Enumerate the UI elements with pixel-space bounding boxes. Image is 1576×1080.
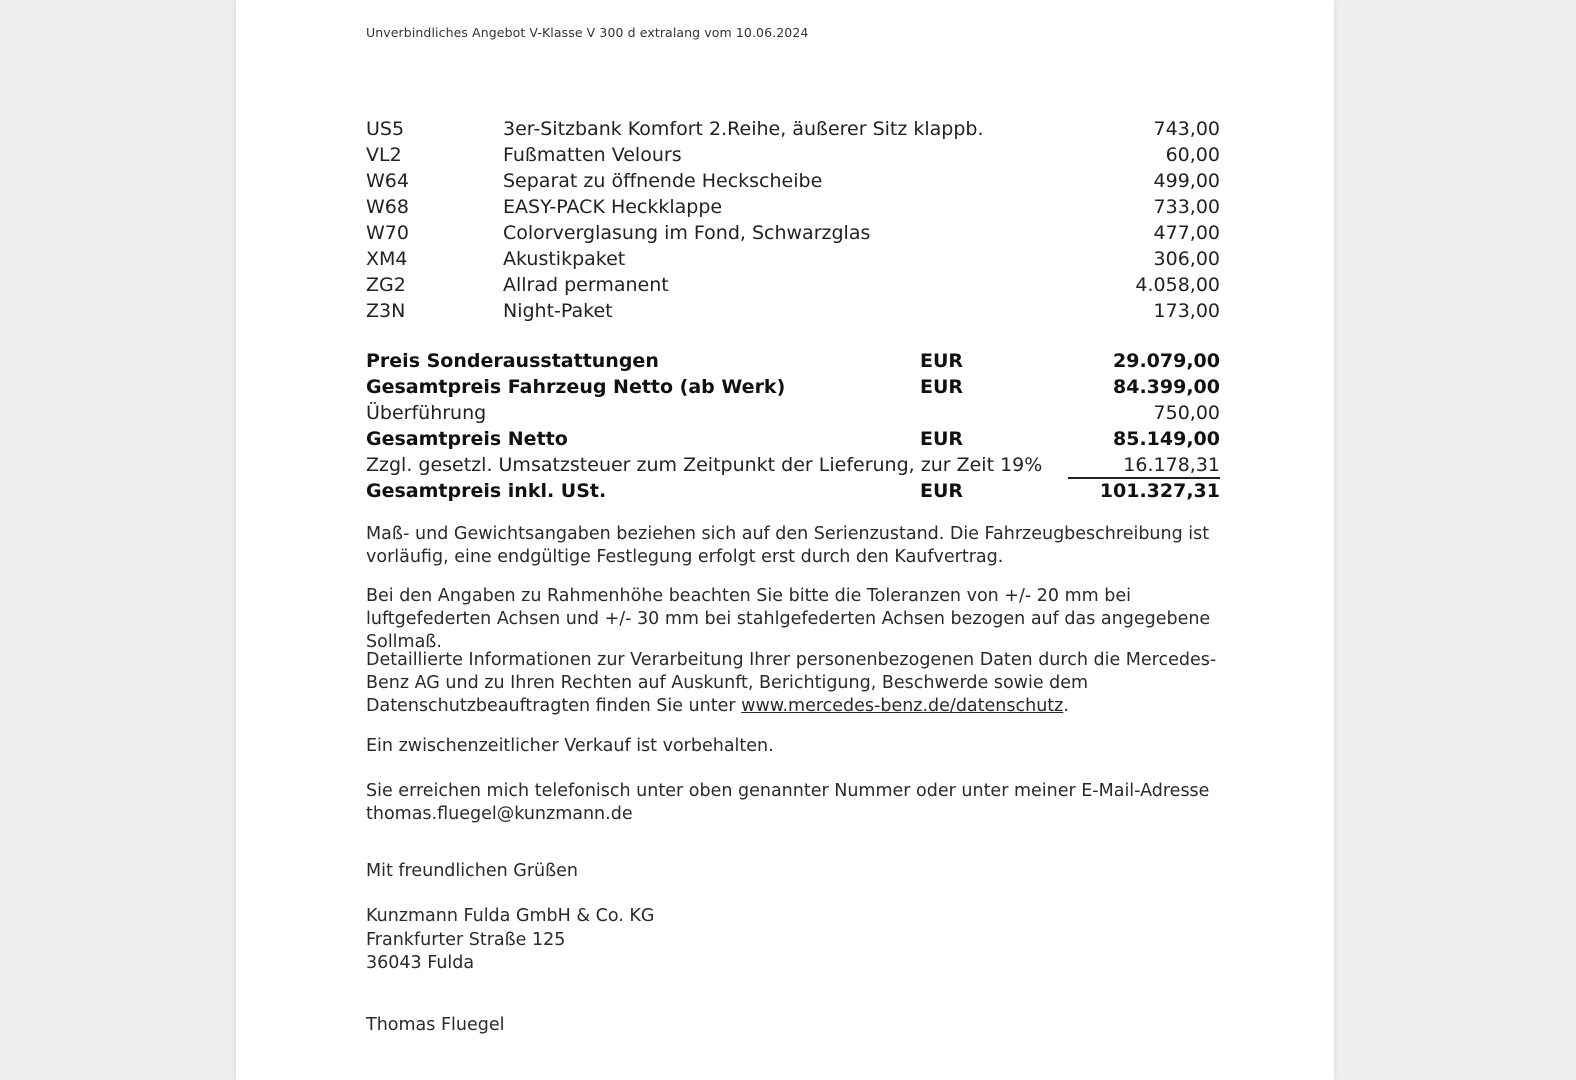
note-privacy-text: Detaillierte Informationen zur Verarbeitung Ihrer personenbezogenen Daten durch die Mercedes-Benz AG und zu Ihren Rechten auf Auskunft, Berichtigung, Beschwerde sowie dem Datenschutzbeauftragten finden Sie unter	[366, 650, 1217, 716]
total-currency: EUR	[920, 376, 964, 398]
equipment-row	[366, 272, 1220, 298]
equipment-description: Fußmatten Velours	[503, 144, 682, 166]
equipment-row	[366, 142, 1220, 168]
total-options-row	[366, 348, 1220, 374]
total-label: Gesamtpreis Netto	[366, 428, 568, 450]
equipment-price: 499,00	[1153, 170, 1220, 192]
total-label: Gesamtpreis Fahrzeug Netto (ab Werk)	[366, 376, 786, 398]
total-amount: 750,00	[1153, 402, 1220, 424]
total-label: Zzgl. gesetzl. Umsatzsteuer zum Zeitpunkt der Lieferung, zur Zeit 19%	[366, 454, 1043, 476]
total-currency: EUR	[920, 428, 964, 450]
equipment-description: Allrad permanent	[503, 274, 669, 296]
equipment-row	[366, 246, 1220, 272]
equipment-code: W64	[366, 170, 409, 192]
company-city: 36043 Fulda	[366, 953, 475, 973]
note-frame-height: Bei den Angaben zu Rahmenhöhe beachten Sie bitte die Toleranzen von +/- 20 mm bei luftgefederten Achsen und +/- 30 mm bei stahlgefederten Achsen bezogen auf das angegebene Sollmaß.	[366, 586, 1211, 652]
equipment-description: 3er-Sitzbank Komfort 2.Reihe, äußerer Sitz klappb.	[503, 118, 984, 140]
company-street: Frankfurter Straße 125	[366, 930, 566, 950]
total-currency: EUR	[920, 480, 964, 502]
note-privacy-end: .	[1063, 696, 1069, 716]
equipment-row	[366, 298, 1220, 324]
equipment-price: 306,00	[1153, 248, 1220, 270]
equipment-row	[366, 194, 1220, 220]
total-vehicle-net-row	[366, 374, 1220, 400]
equipment-row	[366, 168, 1220, 194]
note-dimensions: Maß- und Gewichtsangaben beziehen sich auf den Serienzustand. Die Fahrzeugbeschreibung ist vorläufig, eine endgültige Festlegung erfolgt erst durch den Kaufvertrag.	[366, 524, 1210, 567]
equipment-price: 477,00	[1153, 222, 1220, 244]
total-gross-row	[366, 478, 1220, 504]
total-label: Überführung	[366, 402, 487, 424]
total-net-row	[366, 426, 1220, 452]
equipment-description: Colorverglasung im Fond, Schwarzglas	[503, 222, 871, 244]
equipment-code: XM4	[366, 248, 408, 270]
equipment-code: ZG2	[366, 274, 406, 296]
equipment-description: Akustikpaket	[503, 248, 626, 270]
total-amount: 101.327,31	[1099, 480, 1220, 502]
note-sale-reserved: Ein zwischenzeitlicher Verkauf ist vorbehalten.	[366, 736, 774, 756]
equipment-price: 173,00	[1153, 300, 1220, 322]
total-amount: 85.149,00	[1113, 428, 1220, 450]
company-address	[366, 905, 1226, 975]
total-amount: 84.399,00	[1113, 376, 1220, 398]
equipment-row	[366, 116, 1220, 142]
closing-greeting: Mit freundlichen Grüßen	[366, 861, 578, 881]
note-contact-text: Sie erreichen mich telefonisch unter oben genannter Nummer oder unter meiner E-Mail-Adresse	[366, 781, 1210, 801]
privacy-link[interactable]: www.mercedes-benz.de/datenschutz	[741, 696, 1064, 716]
equipment-price: 60,00	[1165, 144, 1220, 166]
equipment-price: 4.058,00	[1135, 274, 1220, 296]
total-label: Gesamtpreis inkl. USt.	[366, 480, 607, 502]
equipment-list	[366, 116, 1220, 324]
document-page	[236, 0, 1334, 1080]
equipment-row	[366, 220, 1220, 246]
company-name: Kunzmann Fulda GmbH & Co. KG	[366, 906, 655, 926]
equipment-description: EASY-PACK Heckklappe	[503, 196, 723, 218]
equipment-price: 733,00	[1153, 196, 1220, 218]
equipment-code: VL2	[366, 144, 402, 166]
equipment-description: Night-Paket	[503, 300, 613, 322]
total-amount: 16.178,31	[1123, 454, 1220, 476]
total-label: Preis Sonderausstattungen	[366, 350, 659, 372]
contact-email: thomas.fluegel@kunzmann.de	[366, 804, 633, 824]
note-privacy	[366, 649, 1226, 718]
equipment-code: Z3N	[366, 300, 406, 322]
total-currency: EUR	[920, 350, 964, 372]
total-amount: 29.079,00	[1113, 350, 1220, 372]
equipment-description: Separat zu öffnende Heckscheibe	[503, 170, 823, 192]
equipment-code: W68	[366, 196, 409, 218]
transfer-fee-row	[366, 400, 1220, 426]
equipment-price: 743,00	[1153, 118, 1220, 140]
signer-name: Thomas Fluegel	[366, 1015, 505, 1035]
vat-row	[366, 452, 1220, 478]
price-summary	[366, 348, 1220, 504]
equipment-code: US5	[366, 118, 405, 140]
document-header: Unverbindliches Angebot V-Klasse V 300 d extralang vom 10.06.2024	[366, 25, 809, 40]
equipment-code: W70	[366, 222, 409, 244]
note-contact	[366, 780, 1226, 826]
